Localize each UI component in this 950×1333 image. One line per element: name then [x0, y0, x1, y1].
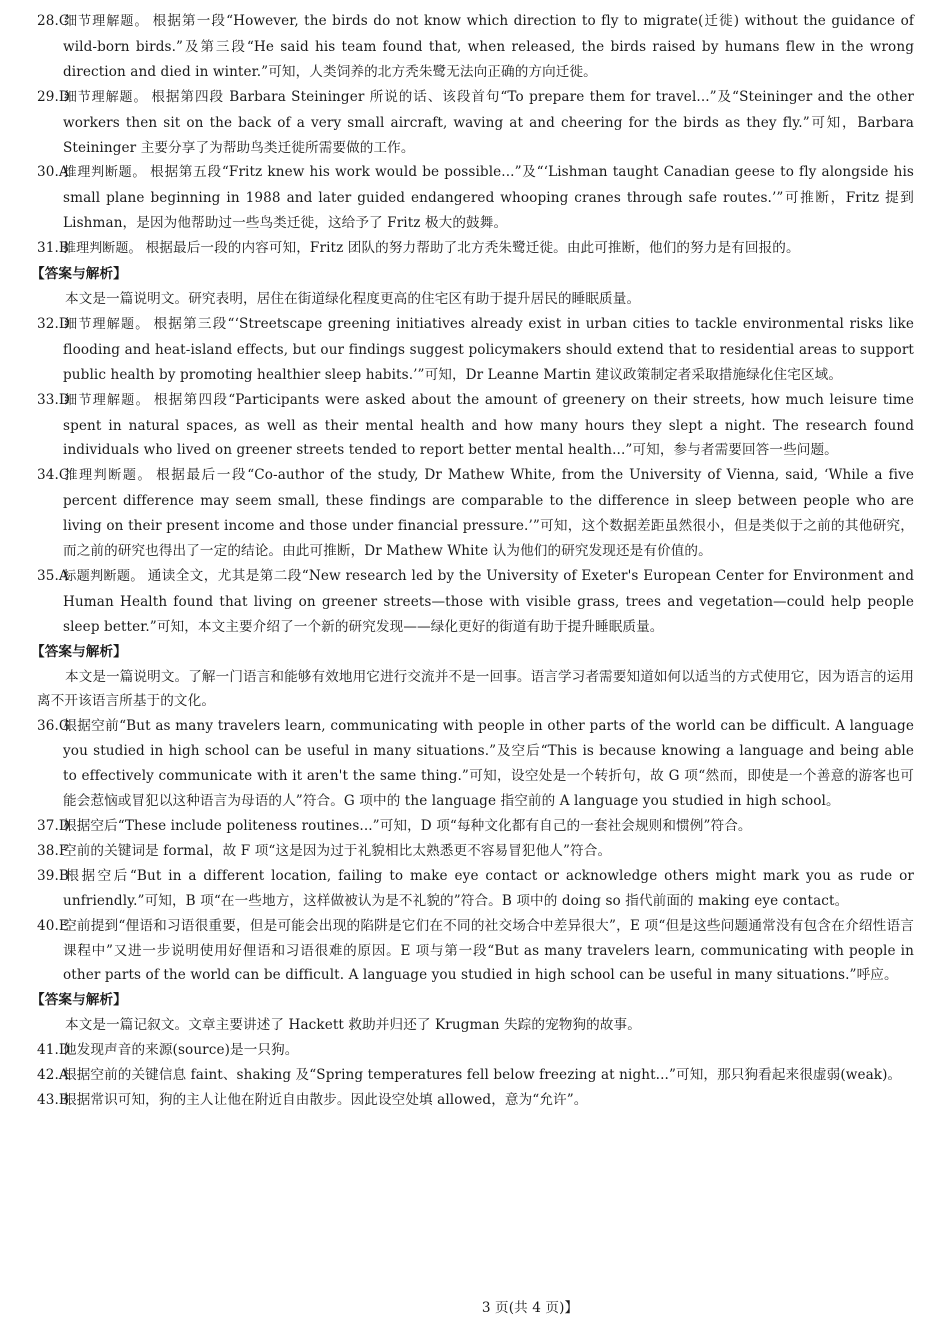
answer-number: 37.D: [37, 818, 70, 834]
answer-explanation: 通读全文，尤其是第二段“New research led by the University of Exeter's European Center for Environment and Human Health found that living on greener streets—those with visible grass, trees and vegetation—could help people sleep better.”可知，本文主要介绍了一个新的研究发现——绿化更好的街道有助于提升睡眠质量。: [63, 567, 914, 635]
answer-number: 34.C: [37, 467, 70, 484]
section-heading: 【答案与解析】: [31, 992, 127, 1009]
question-type: 细节理解题。: [63, 316, 150, 332]
answer-item-28: [37, 9, 914, 85]
answer-number: 33.D: [37, 391, 70, 408]
answer-number: 35.A: [37, 567, 69, 584]
answer-explanation: 根据最后一段的内容可知，Fritz 团队的努力帮助了北方秃朱鹭迁徙。由此可推断，他们的努力是有回报的。: [145, 240, 800, 257]
answer-number: 40.E: [37, 917, 69, 934]
section-intro: 本文是一篇说明文。研究表明，居住在街道绿化程度更高的住宅区有助于提升居民的睡眠质量。: [65, 290, 641, 307]
answer-explanation: 根据空前“But as many travelers learn, communicating with people in other parts of the world can be difficult. A language you studied in high school can be useful in many situations.”及空后“This is because knowing a language and being able to effectively communicate with it aren't the same thing.”可知，设空处是一个转折句，故 G 项“然而，即使是一个善意的游客也可能会惹恼或冒犯以这种语言为母语的人”符合。G 项中的 the language 指空前的 A language you studied in high school。: [63, 718, 914, 810]
question-type: 细节理解题。: [63, 392, 150, 408]
question-type: 推理判断题。: [63, 468, 153, 484]
answer-item-35: [37, 564, 914, 640]
answer-item-29: [37, 85, 914, 161]
answer-number: 38.F: [37, 842, 69, 859]
question-type: 标题判断题。: [63, 568, 144, 584]
answer-explanation: 空前的关键词是 formal，故 F 项“这是因为过于礼貌相比太熟悉更不容易冒犯他人”符合。: [63, 842, 612, 859]
answer-group-32-35: [37, 312, 914, 640]
answer-item-37: [37, 814, 914, 839]
answer-item-33: [37, 388, 914, 464]
answer-explanation: 空前提到“俚语和习语很重要，但是可能会出现的陷阱是它们在不同的社交场合中差异很大”，E 项“但是这些问题通常没有包含在介绍性语言课程中”又进一步说明使用好俚语和习语很难的原因。E 项与第一段“But as many travelers learn, communicating with people in other parts of the world can be difficult. A language you studied in high school can be useful in many situations.”呼应。: [63, 917, 914, 984]
answer-item-43: [37, 1088, 914, 1113]
answer-number: 28.C: [37, 13, 70, 29]
question-type: 推理判断题。: [63, 165, 147, 181]
answer-item-36: [37, 714, 914, 814]
page-footer: 3 页(共 4 页)】: [481, 1300, 579, 1316]
answer-group-36-40: [37, 714, 914, 988]
answer-group-28-31: [37, 9, 914, 262]
question-type: 细节理解题。: [63, 89, 148, 105]
answer-number: 42.A: [37, 1067, 69, 1084]
section-intro: 本文是一篇记叙文。文章主要讲述了 Hackett 救助并归还了 Krugman 失踪的宠物狗的故事。: [65, 1017, 641, 1034]
answer-item-31: [37, 236, 914, 262]
answer-item-42: [37, 1063, 914, 1088]
section-heading: 【答案与解析】: [31, 266, 127, 283]
answer-item-39: [37, 864, 914, 914]
answer-explanation: 根据空后“But in a different location, failing to make eye contact or acknowledge others might mark you as rude or unfriendly.”可知，B 项“在一些地方，这样做被认为是不礼貌的”符合。B 项中的 doing so 指代前面的 making eye contact。: [63, 867, 914, 909]
answer-explanation: 根据第四段 Barbara Steininger 所说的话、该段首句“To prepare them for travel...”及“Steininger and the other workers then sit on the back of a very small aircraft, waving at and cheering for the birds as they fly.”可知，Barbara Steininger 主要分享了为帮助鸟类迁徙所需要做的工作。: [63, 88, 914, 156]
answer-explanation: 根据空前的关键信息 faint、shaking 及“Spring temperatures fell below freezing at night...”可知，那只狗看起来很虚弱(weak)。: [63, 1067, 902, 1084]
answer-number: 31.B: [37, 240, 70, 257]
answer-explanation: 他发现声音的来源(source)是一只狗。: [63, 1042, 299, 1059]
answer-number: 36.G: [37, 718, 70, 735]
section-intro: 本文是一篇说明文。了解一门语言和能够有效地用它进行交流并不是一回事。语言学习者需要知道如何以适当的方式使用它，因为语言的运用离不开该语言所基于的文化。: [37, 668, 915, 710]
answer-group-41-43: [37, 1038, 914, 1113]
answer-number: 29.D: [37, 88, 70, 105]
answer-explanation: 根据第四段“Participants were asked about the amount of greenery on their streets, how much leisure time spent in natural spaces, as well as their mental health and how many hours they slept a night. The research found individuals who lived on greener streets tended to report better mental health...”可知，参与者需要回答一些问题。: [63, 391, 914, 459]
answer-item-41: [37, 1038, 914, 1063]
question-type: 细节理解题。: [63, 14, 149, 29]
answer-item-30: [37, 160, 914, 236]
answer-explanation: 根据最后一段“Co-author of the study, Dr Mathew White, from the University of Vienna, said, ‘While a five percent difference may seem small, these findings are comparable to the difference in sleep between people who are living on their present income and those under financial pressure.’”可知，这个数据差距虽然很小，但是类似于之前的其他研究，而之前的研究也得出了一定的结论。由此可推断，Dr Mathew White 认为他们的研究发现还是有价值的。: [63, 467, 914, 560]
answer-item-32: [37, 312, 914, 388]
answer-item-40: [37, 914, 914, 989]
answer-explanation: 根据第三段“‘Streetscape greening initiatives already exist in urban cities to tackle environmental risks like flooding and heat-island effects, but our findings suggest policymakers should extend that to residential areas to support public health by promoting healthier sleep habits.’”可知，Dr Leanne Martin 建议政策制定者采取措施绿化住宅区域。: [63, 315, 914, 383]
answer-explanation: 根据第五段“Fritz knew his work would be possible...”及“‘Lishman taught Canadian geese to fly alongside his small plane beginning in 1988 and later guided endangered whooping cranes through safe routes.’”可推断，Fritz 提到 Lishman，是因为他帮助过一些鸟类迁徙，这给予了 Fritz 极大的鼓舞。: [63, 164, 915, 232]
answer-item-38: [37, 839, 914, 864]
answer-explanation: 根据空后“These include politeness routines...”可知，D 项“每种文化都有自己的一套社会规则和惯例”符合。: [63, 818, 752, 834]
answer-explanation: 根据第一段“However, the birds do not know which direction to fly to migrate(迁徙) without the guidance of wild-born birds.”及第三段“He said his team found that, when released, the birds raised by humans flew in the wrong direction and died in winter.”可知，人类饲养的北方秃朱鹭无法向正确的方向迁徙。: [63, 13, 914, 80]
answer-item-34: [37, 463, 914, 564]
answer-number: 39.B: [37, 867, 70, 884]
section-heading: 【答案与解析】: [31, 643, 127, 660]
answer-number: 43.B: [37, 1091, 70, 1108]
answer-explanation: 根据常识可知，狗的主人让他在附近自由散步。因此设空处填 allowed，意为“允许”。: [63, 1091, 588, 1108]
question-type: 推理判断题。: [63, 241, 142, 257]
answer-number: 32.D: [37, 315, 70, 332]
answer-number: 41.D: [37, 1042, 70, 1059]
answer-number: 30.A: [37, 164, 69, 181]
